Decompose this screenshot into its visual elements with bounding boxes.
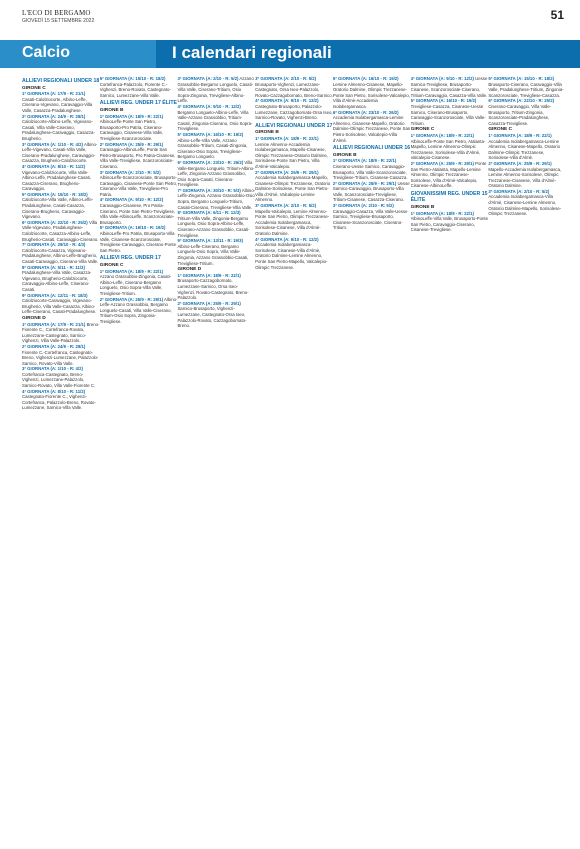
round-label: 1ª GIORNATA (A: 18/9 - R: 22/1) — [410, 210, 474, 216]
round-label: 6ª GIORNATA (A: 23/10 - R: 26/2) — [332, 109, 399, 115]
round-label: 2ª GIORNATA (A: 25/9 - R: 29/1) — [99, 141, 164, 147]
group-heading: GIRONE B — [99, 107, 124, 113]
round-entry — [488, 189, 566, 217]
round-games: Lemine Almenno-Cisanese, Mapello-Oratorio Dalmine, Olimpic Trezzanese-Ponte San Pietro, Sorisolese-Valcalepio, Villa d'Almè-Accademia Isolabergamasca. — [332, 81, 410, 109]
round-games: Pradalunghese-Villa Valle, Casazza-Vigevano, Brugherio-Calolziocorte, Caravaggio-Albino-Leffe, Ciserano-Casati. — [22, 270, 92, 292]
round-entry — [488, 98, 566, 126]
round-label: 1ª GIORNATA (A: 18/9 - R: 22/1) — [99, 268, 164, 274]
round-games: Accademia Isolabergamasca-Sorisolese, Cisanese-Villa d'Almè, Oratorio Dalmine-Lemine Almenno, Ponte San Pietro-Mapello, Valcalepio-Olimpic Trezzanese. — [255, 242, 328, 270]
round-games: AlbinoLeffe-Villa Valle, Brusaporto-Ponte San Pietro, Caravaggio-Ciserano, Cisanese-Trevigliese. — [410, 216, 488, 233]
round-entry — [177, 132, 255, 160]
round-label: 4ª GIORNATA (A: 9/10 - R: 12/2) — [177, 103, 241, 109]
round-entry — [255, 203, 333, 237]
round-games: Accademia Isolabergamasca-Villa d'Almè, Cisanese-Lemine Almenno, Oratorio Dalmine-Mapello, Sorisolese-Olimpic Trezzanese. — [488, 194, 562, 217]
group-heading: GIRONE C — [410, 127, 435, 133]
round-entry — [100, 297, 178, 325]
round-games: Accademia Isolabergamasca-Lemine Almenno, Cisanese-Mapello, Oratorio Dalmine-Olimpic Trezzanese, Ponte San Pietro-Sorisolese, Valcalepio-Villa d'Almè. — [332, 115, 411, 143]
round-entry — [100, 170, 178, 198]
calendar-column — [255, 76, 333, 840]
round-entry — [255, 98, 333, 120]
round-label: 2ª GIORNATA (A: 25/9 - R: 29/1) — [410, 160, 474, 166]
round-label: 8ª GIORNATA (A: 6/11 - R: 12/3) — [177, 210, 241, 216]
round-games: Azzano Grassobbio-Bergamo Longuelo, Casati-Villa Valle, Ciserano-Tritium, Osio Sopra-Zingonia, Trevigliese-Albino-Leffe. — [177, 76, 254, 104]
round-label: 5ª GIORNATA (A: 15/10 - R: 18/2) — [488, 76, 555, 81]
round-label: 5ª GIORNATA (A: 16/10 - R: 19/2) — [332, 76, 399, 81]
calendar-columns — [22, 76, 566, 840]
round-entry — [100, 114, 178, 142]
calendar-column — [333, 76, 411, 840]
round-label: 1ª GIORNATA (A: 18/9 - R: 22/1) — [410, 132, 474, 138]
group-heading: GIRONE C — [99, 263, 124, 268]
group-heading: GIRONE B — [255, 130, 279, 136]
page-title: I calendari regionali — [156, 40, 580, 68]
page-number: 51 — [550, 8, 564, 22]
round-entry — [100, 76, 178, 98]
round-entry — [22, 322, 100, 344]
round-entry — [411, 133, 489, 161]
round-label: 4ª GIORNATA (A: 8/10 - R: 11/2) — [22, 163, 86, 169]
round-games: Albino-Leffe-Villa Valle, Azzano Grassobbio-Tritium, Casati-Zingonia, Ciserano-Osio Sopra, Trevigliese-Bergamo Longuelo. — [177, 137, 248, 160]
round-games: Lemine Almenno-Accademia Isolabergamasca, Mapello-Cisanese, Olimpic Trezzanese-Oratorio Dalmine, Sorisolese-Ponte San Pietro, Villa d'Almè-Valcalepio. — [255, 141, 328, 169]
round-entry — [22, 389, 100, 411]
round-games: Brusaporto-Ciserano, Caravaggio-Villa Valle, Pradalunghese-Tritium, Zingonia-Scanzorosciate, Trevigliese-Casazza. — [488, 81, 564, 98]
round-games: Accademia Isolabergamasca-Lemine Almenno, Cisanese-Mapello, Oratorio Dalmine-Olimpic Trezzanese, Sorisolese-Villa d'Almè. — [488, 138, 560, 161]
round-label: 1ª GIORNATA (A: 18/9 - R: 22/1) — [332, 158, 397, 164]
round-entry — [333, 181, 411, 203]
round-label: 8ª GIORNATA (A: 5/11 - R: 11/3) — [22, 264, 85, 270]
round-label: 6ª GIORNATA (A: 22/10 - R: 25/2) — [488, 98, 555, 104]
round-entry — [411, 161, 489, 189]
round-games: Calolziocorte-Villa Valle, Albino-Leffe-Pradalunghese, Casati-Casazza, Ciserano-Brugherio, Caravaggio-Vigevano. — [22, 197, 94, 220]
round-entry — [100, 142, 178, 170]
championship-heading: ALLIEVI REGIONALI UNDER 17 — [255, 122, 333, 129]
round-games: Mapello-Accademia Isolabergamasca, Lemine Almenno-Sorisolese, Olimpic Trezzanese-Cisanese, Villa d'Almè-Oratorio Dalmine. — [488, 166, 562, 189]
publication-name: L'ECO DI BERGAMO — [22, 9, 91, 17]
round-label: 4ª GIORNATA (A: 9/10 - R: 12/2) — [99, 197, 164, 203]
round-games: Calolziocorte-Albino-Leffe, Vigevano-Casati, Villa Valle-Ciserano, Pradalunghese-Caravaggio, Casazza-Brugherio. — [22, 119, 95, 141]
round-entry — [100, 225, 178, 253]
round-label: 2ª GIORNATA (A: 25/9 - R: 29/1) — [255, 169, 319, 175]
round-entry — [177, 210, 255, 238]
round-label: 3ª GIORNATA (A: 2/10 - R: 5/2) — [488, 188, 550, 194]
round-games: Casati-Calolziocorte, Albino-Leffe, Ciserano-Vigevano, Caravaggio-Villa Valle, Casazza-Pradalunghese. — [22, 96, 93, 113]
round-label: 3ª GIORNATA (A: 1/10 - R: 4/2) — [22, 366, 83, 372]
round-entry — [22, 242, 100, 264]
round-label: 2ª GIORNATA (A: 25/9 - R: 29/1) — [99, 296, 164, 302]
calendar-column — [22, 76, 100, 840]
round-entry — [333, 76, 411, 110]
round-label: 4ª GIORNATA (A: 9/10 - R: 12/2) — [255, 236, 319, 242]
round-label: 5ª GIORNATA (A: 16/10 - R: 19/2) — [410, 98, 477, 104]
round-entry — [22, 293, 100, 315]
round-games: Castegnato-Fiorente C., Vighenzi-Cortefranca, Palazzolo-Breno, Rovato-Lumezzane, Sarnico-Villa Valle. — [22, 394, 96, 411]
round-entry — [488, 161, 566, 189]
calendar-column — [411, 76, 489, 840]
round-games: Vigevano-Calolziocorte, Villa Valle-Albino-Leffe, Pradalunghese-Casati, Casazza-Ciserano, Brugherio-Caravaggio. — [22, 169, 91, 192]
round-label: 2ª GIORNATA (A: 25/9 - R: 29/1) — [332, 180, 397, 186]
round-label: 4ª GIORNATA (A: 8/10 - R: 11/2) — [22, 388, 86, 394]
calendar-column — [177, 76, 255, 840]
round-entry — [177, 238, 255, 266]
round-games: AlbinoLeffe-Scanzorosciate, Brusaporto-Caravaggio, Cisanese-Ponte San Pietro, Ciserano-Villa Valle, Trevigliese-Pro Patria. — [99, 175, 178, 197]
round-games: Brusaporto-Cazzagobornato, Lumezzane-Sarnico, Orsa Iseo-Vighenzi, Rovato-Castegnato, Breno-Palazzolo. — [177, 278, 249, 301]
round-games: Accademia Isolabergamasca-Mapello, Cisanese-Olimpic Trezzanese, Oratorio Dalmine-Sorisolese, Ponte San Pietro-Villa d'Almè, Valcalepio-Lemine Almenno. — [255, 175, 331, 203]
round-entry — [22, 114, 100, 142]
round-games: Calolziocorte-Casazza, Vigevano-Pradalunghese, Albino-Leffe-Brugherio, Casati-Caravaggio, Ciserano-Villa Valle. — [22, 247, 99, 264]
round-label: 1ª GIORNATA (A: 18/9 - R: 22/1) — [255, 135, 319, 141]
page-header — [0, 0, 580, 40]
group-heading: GIRONE B — [410, 205, 435, 211]
round-entry — [22, 192, 100, 220]
round-games: Mapello-Valcalepio, Lemine Almenno-Ponte San Pietro, Olimpic Trezzanese-Accademia Isolabergamasca, Sorisolese-Cisanese, Villa d'Almè-Oratorio Dalmine. — [255, 208, 330, 237]
round-entry — [22, 220, 100, 242]
championship-heading: ALLIEVI REG. UNDER 17 ÉLITE — [99, 100, 177, 107]
round-label: 4ª GIORNATA (A: 9/10 - R: 12/2) — [410, 76, 474, 81]
round-label: 1ª GIORNATA (A: 18/9 - R: 22/1) — [488, 132, 552, 138]
round-entry — [177, 273, 255, 301]
round-label: 1ª GIORNATA (A: 17/9 - R: 21/1) — [22, 91, 86, 97]
round-label: 3ª GIORNATA (A: 1/10 - R: 4/2) — [22, 141, 83, 147]
round-label: 1ª GIORNATA (A: 18/9 - R: 22/1) — [177, 272, 241, 278]
round-games: Cortefranca-Palazzolo, Fiorente C.-Vighenzi, Breno-Rovato, Castegnato-Sarnico, Lumezzane-Villa Valle. — [99, 81, 171, 98]
round-games: Cortefranca-Castegnato, Breno-Vighenzi, Lumezzane-Palazzolo, Sarnico-Rovato, Villa Valle-Fiorente C. — [22, 371, 96, 389]
round-games: AlbinoLeffe-Ponte San Pietro, Atalanta-Mapello, Lemine Almenno-Olimpic Trezzanese, Sorisolese-Villa d'Almè, Valcalepio-Cisanese. — [410, 138, 486, 161]
round-entry — [255, 237, 333, 271]
round-label: 1ª GIORNATA (A: 18/9 - R: 22/1) — [99, 113, 164, 119]
round-label: 7ª GIORNATA (A: 30/10 - R: 5/3) — [177, 187, 241, 193]
round-label: 3ª GIORNATA (A: 2/10 - R: 5/2) — [255, 203, 317, 209]
championship-heading: GIOVANISSIMI REG. UNDER 15 ÉLITE — [410, 190, 488, 204]
round-entry — [255, 170, 333, 204]
round-games: Albino-Leffe-Ciserano, Bergamo Longuelo-Osio Sopra, Villa Valle-Zingonia, Azzano Grassobbio-Casati, Trevigliese-Tritium. — [177, 243, 249, 266]
round-entry — [411, 211, 489, 233]
round-entry — [177, 301, 255, 329]
round-entry — [22, 142, 100, 164]
round-entry — [255, 76, 333, 98]
round-entry — [177, 188, 255, 210]
round-games: Villa Valle-Bergamo Longuelo, Tritium-Albino-Leffe, Zingonia-Azzano Grassobbio, Osio Sopra-Casati, Ciserano-Trevigliese. — [177, 159, 255, 188]
round-label: 2ª GIORNATA (A: 24/9 - R: 28/1) — [22, 343, 86, 349]
round-label: 3ª GIORNATA (A: 2/10 - R: 5/2) — [177, 76, 239, 81]
round-games: Fiorente C.-Cortefranca, Castegnato-Breno, Vighenzi-Lumezzane, Palazzolo-Sarnico, Rovato-Villa Valle. — [22, 349, 99, 366]
championship-heading: ALLIEVI REGIONALI UNDER 16 — [332, 145, 411, 152]
round-label: 5ª GIORNATA (A: 16/10 - R: 19/2) — [99, 225, 166, 231]
round-games: Castegnato-Brusaporto, Palazzolo-Lumezzane, Cazzagobornato-Orsa Iseo, Sarnico-Rovato, Vighenzi-Breno. — [255, 103, 333, 121]
calendar-column — [100, 76, 178, 840]
round-label: 2ª GIORNATA (A: 25/9 - R: 29/1) — [177, 300, 241, 306]
group-heading: GIRONE C — [22, 85, 46, 91]
round-label: 3ª GIORNATA (A: 2/10 - R: 5/2) — [332, 203, 394, 209]
championship-heading: ALLIEVI REGIONALI UNDER 18 — [22, 78, 100, 84]
round-entry — [333, 110, 411, 144]
round-games: Calolziocorte-Caravaggio, Vigevano-Brugherio, Villa Valle-Casazza, Albino-Leffe-Ciserano, Casati-Pradalunghese. — [22, 298, 97, 315]
round-games: Ponte San Pietro-Atalanta, Mapello-Lemine Almenno, Olimpic Trezzanese-Sorisolese, Villa d'Almè-Valcalepio, Cisanese-AlbinoLeffe. — [410, 160, 487, 189]
round-games: Azzano Grassobbio-Zingonia, Casati-Albino-Leffe, Ciserano-Bergamo Longuelo, Osio Sopra-Villa Valle, Trevigliese-Tritium. — [99, 274, 172, 296]
round-entry — [333, 203, 411, 231]
round-entry — [177, 104, 255, 132]
round-entry — [411, 98, 489, 126]
round-games: Ciserano-Uesse Sarnico, Caravaggio-Brusaporto, Villa Valle-Scanzorosciate, Trevigliese-Tritium, Cisanese-Casazza. — [332, 163, 408, 181]
round-entry — [22, 265, 100, 293]
round-games: Uesse Sarnico-Trevigliese, Brusaporto-Cisanese, Scanzorosciate-Ciserano, Tritium-Caravaggio, Casazza-Villa Valle. — [410, 76, 488, 98]
round-label: 4ª GIORNATA (A: 9/10 - R: 12/2) — [255, 98, 319, 104]
round-games: Tritium-Villa Valle, Zingonia-Bergamo Longuelo, Osio Sopra-Albino-Leffe, Ciserano-Azzano Grassobbio, Casati-Trevigliese. — [177, 215, 250, 238]
round-label: 6ª GIORNATA (A: 22/10 - R: 25/2) — [22, 219, 88, 225]
round-games: AlbinoLeffe-Ponte San Pietro, Brusaporto-Pro Patria, Ciserano-Caravaggio, Cisanese-Villa Valle, Trevigliese-Scanzorosciate. — [99, 119, 164, 141]
round-label: 3ª GIORNATA (A: 2/10 - R: 5/2) — [255, 76, 317, 81]
round-games: Breno-Fiorente C., Cortefranca-Rovato, Lumezzane-Castegnato, Sarnico-Vighenzi, Villa Valle-Palazzolo. — [22, 321, 100, 344]
round-label: 3ª GIORNATA (A: 2/10 - R: 5/2) — [99, 169, 161, 175]
round-entry — [100, 197, 178, 225]
round-games: Caravaggio-AlbinoLeffe, Ponte San Pietro-Brusaporto, Pro Patria-Cisanese, Villa Valle-Trevigliese, Scanzorosciate-Ciserano. — [99, 147, 176, 169]
group-heading: GIRONE D — [22, 315, 46, 321]
round-games: Sarnico-Brusaporto, Vighenzi-Lumezzane, Castegnato-Orsa Iseo, Palazzolo-Rovato, Cazzagobornato-Breno. — [177, 306, 247, 329]
round-entry — [177, 76, 255, 104]
round-entry — [333, 158, 411, 180]
round-label: 2ª GIORNATA (A: 25/9 - R: 29/1) — [488, 160, 552, 166]
round-games: Albino-Leffe-Zingonia, Azzano Grassobbio-Osio Sopra, Bergamo Longuelo-Tritium, Casati-Ciserano, Trevigliese-Villa Valle. — [177, 187, 256, 210]
round-label: 1ª GIORNATA (A: 17/9 - R: 21/1) — [22, 321, 86, 327]
round-label: 5ª GIORNATA (A: 16/10 - R: 19/2) — [177, 131, 244, 137]
round-label: 5ª GIORNATA (A: 15/10 - R: 18/2) — [99, 76, 166, 81]
round-entry — [22, 366, 100, 388]
section-banner — [0, 40, 580, 68]
round-entry — [177, 160, 255, 188]
publication-date: GIOVEDÌ 15 SETTEMBRE 2022 — [22, 18, 95, 24]
group-heading: GIRONE C — [488, 127, 513, 133]
round-entry — [100, 269, 178, 297]
section-label: Calcio — [0, 40, 156, 68]
round-entry — [22, 91, 100, 113]
round-label: 7ª GIORNATA (A: 29/10 - R: 4/3) — [22, 242, 86, 248]
round-games: Caravaggio-Casazza, Villa Valle-Uesse Sarnico, Trevigliese-Brusaporto, Cisanese-Scanzorosciate, Ciserano-Tritium. — [332, 208, 408, 231]
round-games: Brusaporto-Vighenzi, Lumezzane-Castegnato, Orsa Iseo-Palazzolo, Rovato-Cazzagobornato, Breno-Sarnico. — [255, 81, 333, 98]
group-heading: GIRONE B — [332, 152, 357, 158]
round-entry — [22, 164, 100, 192]
calendar-column — [488, 76, 566, 840]
round-entry — [488, 133, 566, 161]
group-heading: GIRONE D — [177, 267, 202, 273]
round-entry — [255, 136, 333, 170]
round-label: 9ª GIORNATA (A: 13/11 - R: 19/3) — [177, 238, 243, 244]
round-games: AlbinoLeffe-Pro Patria, Brusaporto-Villa Valle, Cisanese-Scanzorosciate, Trevigliese-Caravaggio, Ciserano-Ponte San Pietro. — [99, 231, 176, 253]
round-games: Albino-Leffe-Vigevano, Casati-Villa Valle, Ciserano-Pradalunghese, Caravaggio-Casazza, Brugherio-Calolziocorte. — [22, 141, 98, 164]
round-label: 2ª GIORNATA (A: 24/9 - R: 28/1) — [22, 113, 86, 119]
round-label: 6ª GIORNATA (A: 23/10 - R: 26/2) — [177, 159, 244, 165]
round-label: 5ª GIORNATA (A: 15/10 - R: 18/2) — [22, 191, 88, 197]
round-label: 9ª GIORNATA (A: 12/11 - R: 18/3) — [22, 292, 88, 298]
championship-heading: ALLIEVI REG. UNDER 17 — [99, 255, 161, 262]
round-games: Uesse Sarnico-Caravaggio, Brusaporto-Villa Valle, Scanzorosciate-Trevigliese, Tritium-Cisanese, Casazza-Ciserano. — [332, 180, 410, 203]
round-games: Villa Valle-Vigevano, Pradalunghese-Calolziocorte, Casazza-Albino-Leffe, Brugherio-Casati, Caravaggio-Ciserano. — [22, 219, 99, 242]
round-games: Albino-Leffe-Azzano Grassobbio, Bergamo Longuelo-Casati, Villa Valle-Ciserano, Tritium-Osio Sopra, Zingonia-Trevigliese. — [99, 296, 178, 324]
round-games: Bergamo Longuelo-Albino-Leffe, Villa Valle-Azzano Grassobbio, Tritium-Casati, Zingonia-Ciserano, Osio Sopra-Trevigliese. — [177, 109, 253, 132]
round-entry — [488, 76, 566, 98]
round-games: Ciserano-Caravaggio, Villa Valle-Brusaporto, Tritium-Zingonia, Scanzorosciate-Pradalunghese, Casazza-Trevigliese. — [488, 103, 552, 126]
round-entry — [411, 76, 489, 98]
round-entry — [22, 344, 100, 366]
round-games: Caravaggio-Cisanese, Pro Patria-Ciserano, Ponte San Pietro-Trevigliese, Villa Valle-AlbinoLeffe, Scanzorosciate-Brusaporto. — [99, 203, 176, 225]
round-games: Trevigliese-Casazza, Cisanese-Uesse Sarnico, Ciserano-Brusaporto, Caravaggio-Scanzorosciate, Villa Valle-Tritium. — [410, 103, 486, 126]
